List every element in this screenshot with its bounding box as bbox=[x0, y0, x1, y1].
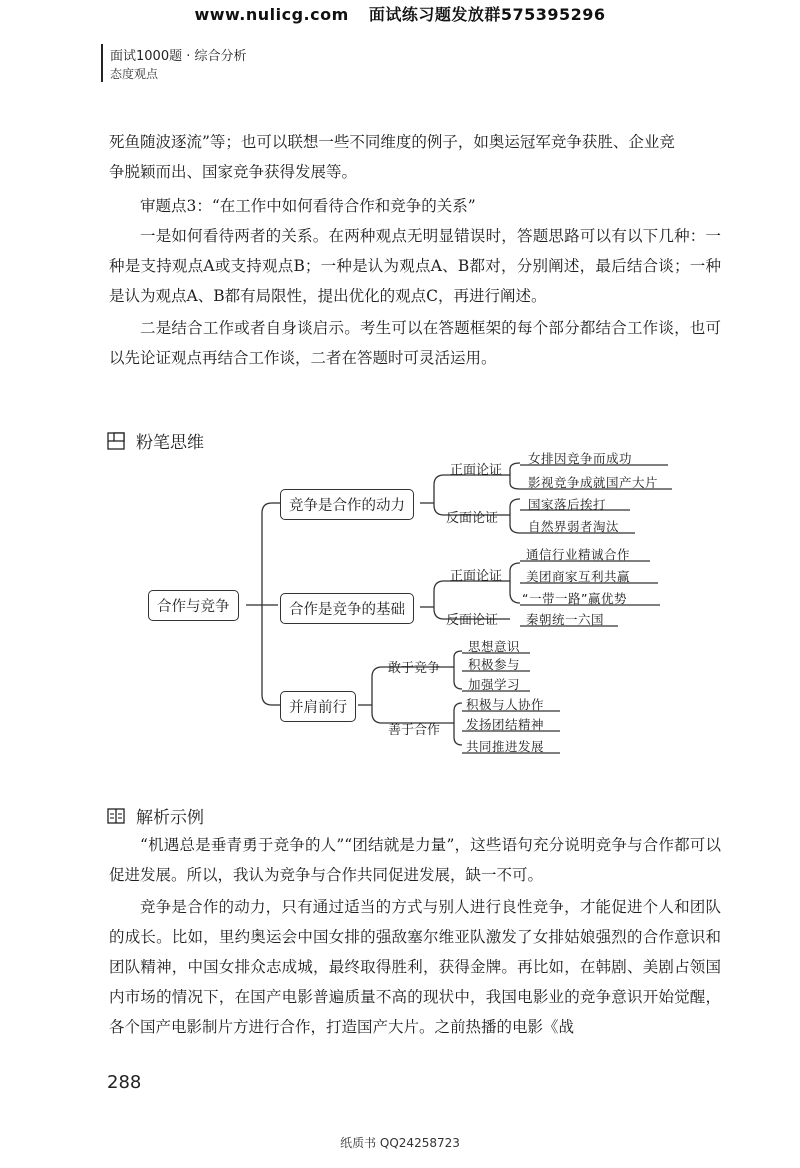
intro-line-2: 争脱颖而出、国家竞争获得发展等。 bbox=[109, 163, 358, 181]
header-book-title: 面试1000题 · 综合分析 bbox=[110, 49, 247, 64]
leaf-country-backward: 国家落后挨打 bbox=[528, 497, 607, 512]
leaf-collaborate: 积极与人协作 bbox=[466, 697, 545, 712]
example-paragraph-1: “机遇总是垂青勇于竞争的人”“团结就是力量”，这些语句充分说明竞争与合作都可以促进发展。所以，我认为竞争与合作共同促进发展，缺一不可。 bbox=[109, 836, 721, 884]
footer-note: 纸质书 QQ24258723 bbox=[340, 1136, 460, 1150]
intro-paragraph-inspiration: 二是结合工作或者自身谈启示。考生可以在答题框架的每个部分都结合工作谈，也可以先论证观点再结合工作谈，二者在答题时可灵活运用。 bbox=[109, 319, 721, 367]
branch-1-node: 竞争是合作的动力 bbox=[280, 489, 414, 520]
mind-map bbox=[0, 451, 800, 785]
leaf-nature-weak: 自然界弱者淘汰 bbox=[528, 519, 620, 534]
mindmap-section-icon bbox=[106, 431, 126, 451]
branch-3-node: 并肩前行 bbox=[280, 691, 356, 722]
intro-block bbox=[109, 127, 721, 373]
leaf-study: 加强学习 bbox=[468, 677, 521, 692]
intro-paragraph-relation: 一是如何看待两者的关系。在两种观点无明显错误时，答题思路可以有以下几种：一种是支持观点A或支持观点B；一种是认为观点A、B都对，分别阐述，最后结合谈；一种是认为观点A、B都有局限性，提出优化的观点C，再进行阐述。 bbox=[109, 227, 721, 305]
mind-map-root: 合作与竞争 bbox=[148, 590, 239, 621]
branch-2-positive-label: 正面论证 bbox=[450, 569, 503, 584]
example-paragraph-2: 竞争是合作的动力，只有通过适当的方式与别人进行良性竞争，才能促进个人和团队的成长。比如，里约奥运会中国女排的强敌塞尔维亚队激发了女排姑娘强烈的合作意识和团队精神，中国女排众志成城，最终取得胜利，获得金牌。再比如，在韩剧、美剧占领国内市场的情况下，在国产电影普遍质量不高的现状中，我国电影业的竞争意识开始觉醒，各个国产电影制片方进行合作，打造国产大片。之前热播的电影《战 bbox=[109, 898, 721, 1036]
leaf-unity: 发扬团结精神 bbox=[466, 717, 545, 732]
leaf-mindset: 思想意识 bbox=[468, 639, 521, 654]
branch-1-positive-label: 正面论证 bbox=[450, 463, 503, 478]
header-chapter: 态度观点 bbox=[110, 67, 159, 81]
mindmap-heading bbox=[106, 428, 204, 453]
top-banner bbox=[0, 2, 800, 25]
page-number: 288 bbox=[107, 1072, 142, 1093]
example-title: 解析示例 bbox=[136, 808, 204, 828]
leaf-women-volleyball: 女排因竞争而成功 bbox=[528, 451, 633, 466]
branch-2-negative-label: 反面论证 bbox=[446, 613, 499, 628]
leaf-belt-road: “一带一路”赢优势 bbox=[522, 591, 627, 606]
intro-line-1: 死鱼随波逐流”等；也可以联想一些不同维度的例子，如奥运冠军竞争获胜、企业竞 bbox=[109, 133, 675, 151]
banner-site: www.nulicg.com bbox=[194, 5, 349, 24]
leaf-qin-unify: 秦朝统一六国 bbox=[526, 612, 605, 627]
example-heading bbox=[106, 803, 204, 828]
branch-3-compete-label: 敢于竞争 bbox=[388, 661, 441, 676]
leaf-advance-together: 共同推进发展 bbox=[466, 739, 545, 754]
example-block bbox=[109, 830, 721, 1042]
example-section-icon bbox=[106, 806, 126, 826]
mindmap-title: 粉笔思维 bbox=[136, 433, 204, 453]
leaf-participate: 积极参与 bbox=[468, 657, 521, 672]
banner-text: 面试练习题发放群575395296 bbox=[368, 5, 606, 24]
branch-3-cooperate-label: 善于合作 bbox=[388, 723, 441, 738]
header-rule bbox=[101, 44, 103, 82]
branch-1-negative-label: 反面论证 bbox=[446, 511, 499, 526]
leaf-telecom: 通信行业精诚合作 bbox=[526, 547, 631, 562]
leaf-meituan: 美团商家互利共赢 bbox=[526, 569, 631, 584]
branch-2-node: 合作是竞争的基础 bbox=[280, 593, 414, 624]
intro-point-3: 审题点3：“在工作中如何看待合作和竞争的关系” bbox=[140, 197, 476, 215]
leaf-film-competition: 影视竞争成就国产大片 bbox=[528, 475, 659, 490]
